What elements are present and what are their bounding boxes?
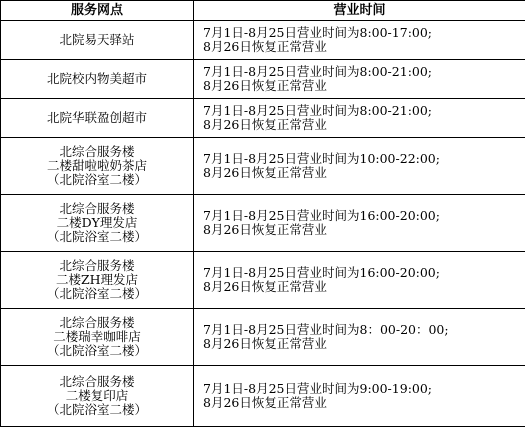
location-name: （北院浴室二楼） (1, 230, 193, 244)
location-name: 二楼瑞幸咖啡店 (1, 330, 193, 344)
table-row (1, 99, 525, 138)
hours-line: 7月1日-8月25日营业时间为16:00-20:00; (203, 209, 525, 223)
location-cell (1, 252, 194, 309)
location-name: 北院校内物美超市 (1, 72, 193, 86)
location-cell (1, 60, 194, 99)
hours-line: 7月1日-8月25日营业时间为8:00-17:00; (203, 26, 525, 40)
table-header-row (1, 1, 525, 21)
table-row (1, 195, 525, 252)
hours-line: 8月26日恢复正常营业 (203, 223, 525, 237)
location-cell (1, 138, 194, 195)
hours-line: 7月1日-8月25日营业时间为8：00-20：00; (203, 323, 525, 337)
hours-cell (194, 99, 525, 138)
location-name: 二楼甜啦啦奶茶店 (1, 159, 193, 173)
location-name: 北综合服务楼 (1, 202, 193, 216)
hours-line: 8月26日恢复正常营业 (203, 166, 525, 180)
hours-line: 8月26日恢复正常营业 (203, 79, 525, 93)
location-cell (1, 21, 194, 60)
table-row (1, 252, 525, 309)
location-name: 北综合服务楼 (1, 316, 193, 330)
hours-cell (194, 366, 525, 427)
table-row (1, 21, 525, 60)
hours-line: 7月1日-8月25日营业时间为8:00-21:00; (203, 65, 525, 79)
hours-cell (194, 138, 525, 195)
location-name: 北院华联盈创超市 (1, 111, 193, 125)
hours-line: 8月26日恢复正常营业 (203, 396, 525, 410)
hours-cell (194, 21, 525, 60)
location-name: 北综合服务楼 (1, 259, 193, 273)
header-location: 服务网点 (1, 1, 194, 21)
table-row (1, 60, 525, 99)
location-name: 北院易天驿站 (1, 33, 193, 47)
location-cell (1, 195, 194, 252)
table-row (1, 309, 525, 366)
header-hours: 营业时间 (194, 1, 525, 21)
location-name: 北综合服务楼 (1, 145, 193, 159)
location-name: 北综合服务楼 (1, 375, 193, 389)
hours-cell (194, 309, 525, 366)
location-name: 二楼ZH理发店 (1, 273, 193, 287)
hours-line: 7月1日-8月25日营业时间为16:00-20:00; (203, 266, 525, 280)
table-row (1, 138, 525, 195)
location-name: 二楼DY理发店 (1, 216, 193, 230)
hours-line: 8月26日恢复正常营业 (203, 118, 525, 132)
location-name: （北院浴室二楼） (1, 403, 193, 417)
hours-cell (194, 195, 525, 252)
hours-line: 7月1日-8月25日营业时间为10:00-22:00; (203, 152, 525, 166)
location-name: （北院浴室二楼） (1, 344, 193, 358)
location-name: 二楼复印店 (1, 389, 193, 403)
hours-cell (194, 252, 525, 309)
hours-cell (194, 60, 525, 99)
location-cell (1, 309, 194, 366)
location-cell (1, 366, 194, 427)
hours-line: 7月1日-8月25日营业时间为9:00-19:00; (203, 382, 525, 396)
hours-line: 8月26日恢复正常营业 (203, 40, 525, 54)
location-cell (1, 99, 194, 138)
hours-line: 8月26日恢复正常营业 (203, 280, 525, 294)
hours-line: 7月1日-8月25日营业时间为8:00-21:00; (203, 104, 525, 118)
hours-line: 8月26日恢复正常营业 (203, 337, 525, 351)
location-name: （北院浴室二楼） (1, 287, 193, 301)
table-row (1, 366, 525, 427)
location-name: （北院浴室二楼） (1, 173, 193, 187)
